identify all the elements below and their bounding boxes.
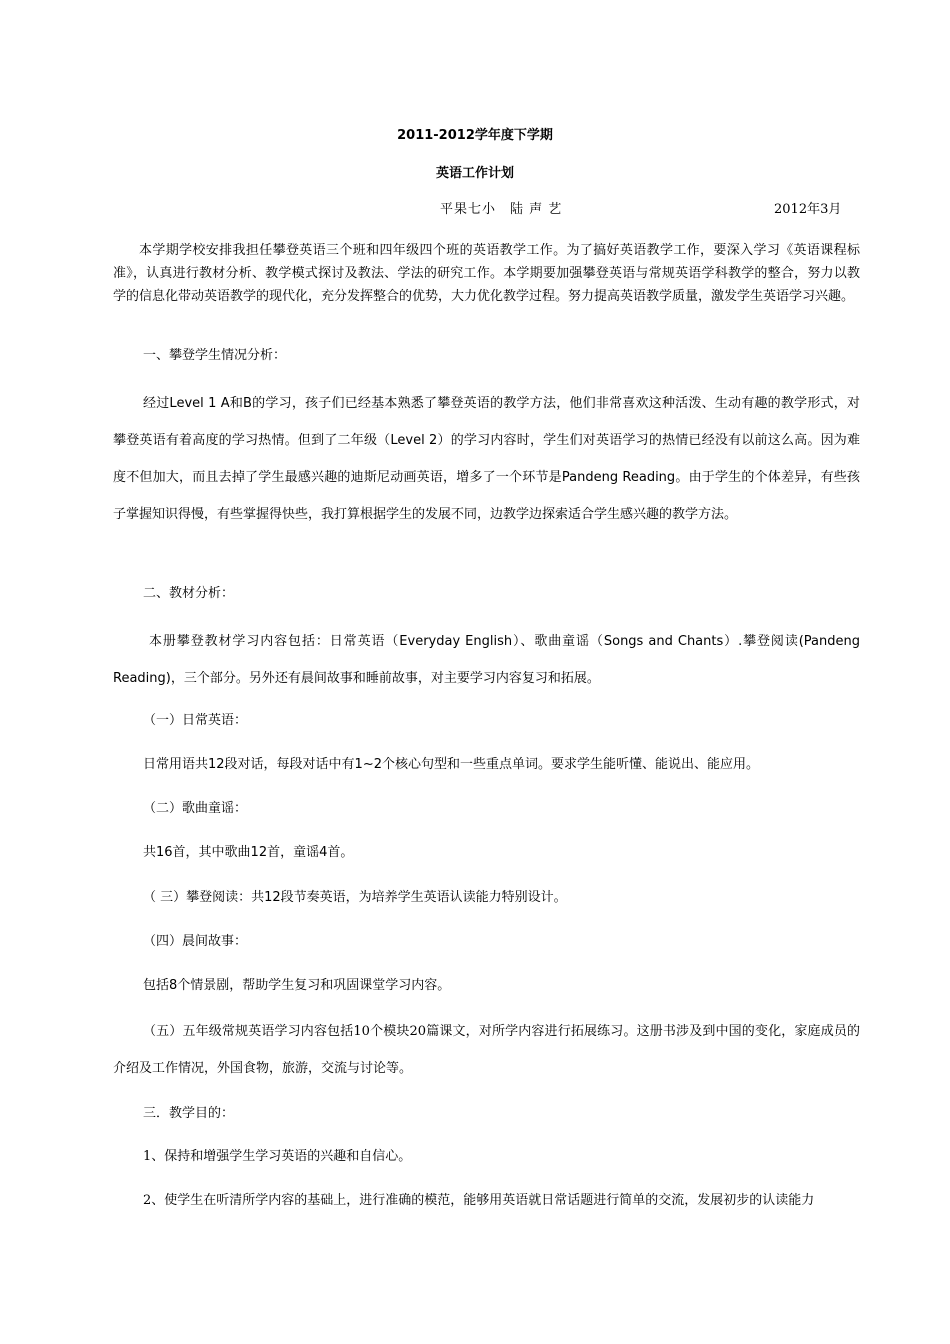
- section2-body: 本册攀登教材学习内容包括：日常英语（Everyday English）、歌曲童谣（Songs and Chants）.攀登阅读(Pandeng Reading)，三个部分。另外还有晨间故事和睡前故事，对主要学习内容复习和拓展。: [113, 634, 860, 686]
- subsection2-body: 共16首，其中歌曲12首，童谣4首。: [143, 845, 354, 860]
- subsection1-heading: （一）日常英语：: [143, 713, 248, 728]
- section3-heading: 三．教学目的：: [143, 1106, 235, 1121]
- intro-paragraph: 本学期学校安排我担任攀登英语三个班和四年级四个班的英语教学工作。为了搞好英语教学工作，要深入学习《英语课程标准》，认真进行教材分析、教学模式探讨及教法、学法的研究工作。本学期要加强攀登英语与常规英语学科教学的整合，努力以教学的信息化带动英语教学的现代化，充分发挥整合的优势，大力优化教学过程。努力提高英语教学质量，激发学生英语学习兴趣。: [113, 243, 860, 304]
- author-line: 平果七小 陆 声 艺: [440, 202, 563, 217]
- section1-body: 经过Level 1 A和B的学习，孩子们已经基本熟悉了攀登英语的教学方法，他们非常喜欢这种活泼、生动有趣的教学形式，对攀登英语有着高度的学习热情。但到了二年级（Level 2）的学习内容时，学生们对英语学习的热情已经没有以前这么高。因为难度不但加大，而且去掉了学生最感兴趣的迪斯尼动画英语，增多了一个环节是Pandeng Reading。由于学生的个体差异，有些孩子掌握知识得慢，有些掌握得快些，我打算根据学生的发展不同，边教学边探索适合学生感兴趣的教学方法。: [113, 396, 860, 522]
- section2-heading: 二、教材分析：: [143, 586, 235, 601]
- subsection4-body: 包括8个情景剧，帮助学生复习和巩固课堂学习内容。: [143, 978, 451, 993]
- document-title: 英语工作计划: [435, 166, 514, 181]
- document-date: 2012年3月: [774, 202, 842, 217]
- document-title-year: 2011-2012学年度下学期: [397, 128, 553, 143]
- goal-item-2: 2、使学生在听清所学内容的基础上，进行准确的模范，能够用英语就日常话题进行简单的交流，发展初步的认读能力: [143, 1193, 815, 1208]
- subsection3-line: （ 三）攀登阅读：共12段节奏英语，为培养学生英语认读能力特别设计。: [143, 890, 567, 905]
- subsection5-body: （五）五年级常规英语学习内容包括10个模块20篇课文，对所学内容进行拓展练习。这册书涉及到中国的变化，家庭成员的介绍及工作情况，外国食物，旅游，交流与讨论等。: [113, 1024, 860, 1076]
- subsection1-body: 日常用语共12段对话，每段对话中有1~2个核心句型和一些重点单词。要求学生能听懂、能说出、能应用。: [143, 757, 759, 772]
- section1-heading: 一、攀登学生情况分析：: [143, 348, 287, 363]
- goal-item-1: 1、保持和增强学生学习英语的兴趣和自信心。: [143, 1149, 412, 1164]
- subsection4-heading: （四）晨间故事：: [143, 934, 248, 949]
- subsection2-heading: （二）歌曲童谣：: [143, 801, 248, 816]
